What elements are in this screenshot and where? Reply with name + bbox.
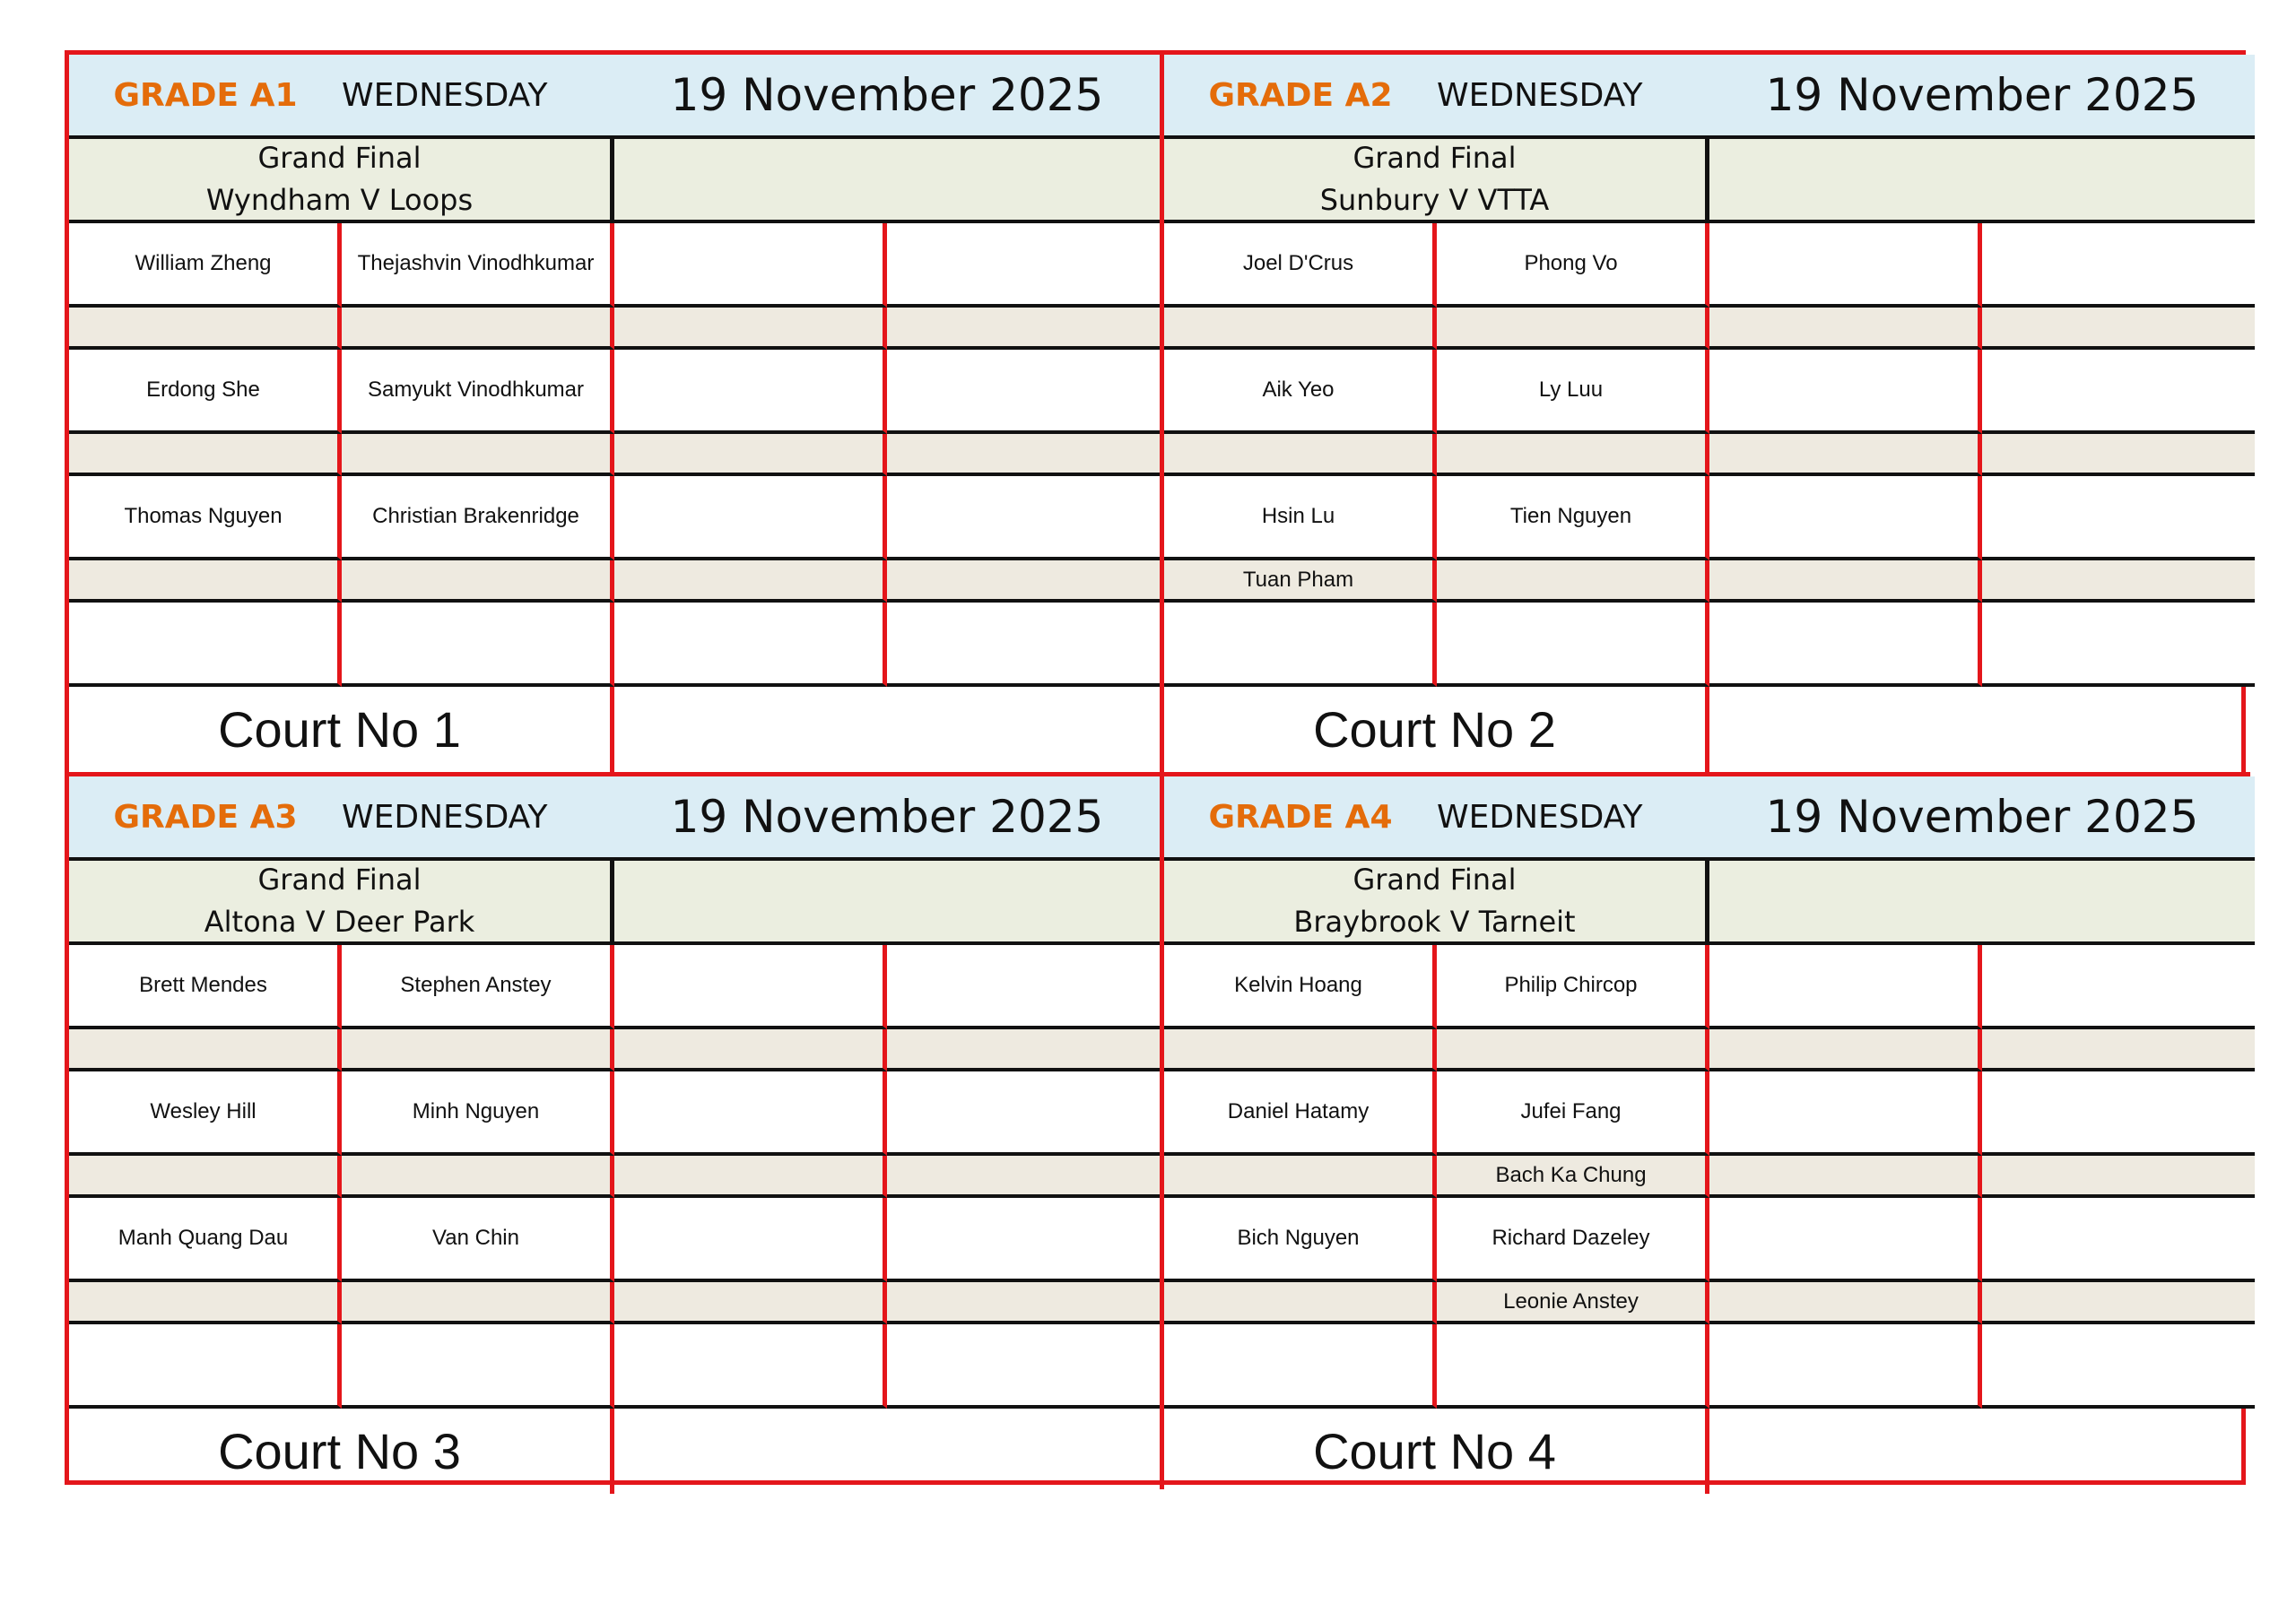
reserve-cell	[1709, 1156, 1982, 1198]
player-cell: Van Chin	[342, 1198, 614, 1282]
reserve-cell	[69, 1282, 342, 1324]
player-cell: Hsin Lu	[1164, 476, 1437, 560]
reserve-cell	[69, 1156, 342, 1198]
day-label: WEDNESDAY	[1437, 798, 1643, 836]
score-cell	[887, 1198, 1160, 1282]
empty-cell	[342, 1324, 614, 1409]
date-label: 19 November 2025	[670, 791, 1104, 843]
player-cell: Phong Vo	[1437, 223, 1709, 308]
date-label: 19 November 2025	[1765, 69, 2199, 121]
empty-cell	[1437, 1324, 1709, 1409]
match-teams: Wyndham V Loops	[205, 183, 474, 217]
score-cell	[887, 945, 1160, 1029]
score-cell	[887, 350, 1160, 434]
reserve-cell: Bach Ka Chung	[1437, 1156, 1709, 1198]
reserve-cell	[887, 434, 1160, 476]
score-cell	[1709, 1198, 1982, 1282]
reserve-cell	[1164, 1156, 1437, 1198]
panel-header	[69, 776, 1160, 861]
final-title: Grand Final	[257, 141, 422, 175]
grade-panel-a4	[1160, 772, 2250, 1489]
blank-cell	[614, 1409, 1160, 1494]
reserve-cell	[614, 308, 887, 350]
score-cell	[614, 945, 887, 1029]
score-cell	[1709, 476, 1982, 560]
match-title-cell	[69, 861, 614, 945]
score-cell	[1982, 945, 2255, 1029]
day-label: WEDNESDAY	[1437, 76, 1643, 114]
player-cell: Tien Nguyen	[1437, 476, 1709, 560]
fixture-sheet	[65, 50, 2246, 1485]
empty-cell	[887, 603, 1160, 687]
player-cell: Erdong She	[69, 350, 342, 434]
empty-cell	[1437, 603, 1709, 687]
reserve-cell	[69, 434, 342, 476]
reserve-cell	[1709, 434, 1982, 476]
score-cell	[1982, 223, 2255, 308]
score-cell	[887, 476, 1160, 560]
court-label: Court No 2	[1164, 687, 1709, 772]
reserve-cell	[614, 560, 887, 603]
reserve-cell	[342, 308, 614, 350]
reserve-cell	[614, 434, 887, 476]
reserve-cell	[69, 308, 342, 350]
reserve-cell	[342, 434, 614, 476]
reserve-cell	[1437, 560, 1709, 603]
reserve-cell	[1437, 1029, 1709, 1071]
reserve-cell	[887, 1282, 1160, 1324]
empty-cell	[1982, 603, 2255, 687]
player-cell: Samyukt Vinodhkumar	[342, 350, 614, 434]
court-label: Court No 3	[69, 1409, 614, 1494]
blank-cell	[1709, 861, 2255, 945]
grade-label: GRADE A4	[1208, 798, 1393, 836]
player-cell: Aik Yeo	[1164, 350, 1437, 434]
panel-header	[69, 55, 1160, 139]
reserve-cell	[1982, 1029, 2255, 1071]
score-cell	[1709, 223, 1982, 308]
empty-cell	[614, 603, 887, 687]
empty-cell	[1709, 1324, 1982, 1409]
score-cell	[614, 1071, 887, 1156]
player-cell: Jufei Fang	[1437, 1071, 1709, 1156]
reserve-cell	[1437, 434, 1709, 476]
grade-panel-a2	[1160, 55, 2250, 772]
reserve-cell	[1164, 1029, 1437, 1071]
reserve-cell	[614, 1156, 887, 1198]
grade-label: GRADE A1	[113, 76, 298, 114]
player-cell: Richard Dazeley	[1437, 1198, 1709, 1282]
player-cell: Thejashvin Vinodhkumar	[342, 223, 614, 308]
reserve-cell	[342, 560, 614, 603]
empty-cell	[1982, 1324, 2255, 1409]
score-cell	[614, 223, 887, 308]
reserve-cell	[1164, 434, 1437, 476]
match-teams: Altona V Deer Park	[204, 905, 475, 939]
blank-cell	[614, 861, 1160, 945]
court-label: Court No 1	[69, 687, 614, 772]
player-cell: Bich Nguyen	[1164, 1198, 1437, 1282]
score-cell	[1982, 1071, 2255, 1156]
empty-cell	[1164, 1324, 1437, 1409]
date-label: 19 November 2025	[670, 69, 1104, 121]
reserve-cell	[1164, 308, 1437, 350]
score-cell	[1982, 350, 2255, 434]
player-cell: Joel D'Crus	[1164, 223, 1437, 308]
score-cell	[887, 1071, 1160, 1156]
player-cell: Minh Nguyen	[342, 1071, 614, 1156]
reserve-cell	[614, 1029, 887, 1071]
empty-cell	[614, 1324, 887, 1409]
panel-header	[1164, 55, 2255, 139]
empty-cell	[1709, 603, 1982, 687]
reserve-cell	[1982, 434, 2255, 476]
day-label: WEDNESDAY	[342, 76, 548, 114]
final-title: Grand Final	[1352, 863, 1517, 897]
final-title: Grand Final	[1352, 141, 1517, 175]
empty-cell	[887, 1324, 1160, 1409]
blank-cell	[1709, 687, 2255, 772]
player-cell: Thomas Nguyen	[69, 476, 342, 560]
grade-label: GRADE A3	[113, 798, 298, 836]
blank-cell	[1709, 139, 2255, 223]
reserve-cell	[69, 560, 342, 603]
player-cell: Philip Chircop	[1437, 945, 1709, 1029]
match-title-cell	[1164, 139, 1709, 223]
player-cell: Brett Mendes	[69, 945, 342, 1029]
empty-cell	[342, 603, 614, 687]
day-label: WEDNESDAY	[342, 798, 548, 836]
empty-cell	[69, 603, 342, 687]
player-cell: Manh Quang Dau	[69, 1198, 342, 1282]
blank-cell	[614, 139, 1160, 223]
player-cell: Kelvin Hoang	[1164, 945, 1437, 1029]
reserve-cell	[1709, 308, 1982, 350]
score-cell	[1982, 1198, 2255, 1282]
reserve-cell	[342, 1282, 614, 1324]
empty-cell	[1164, 603, 1437, 687]
reserve-cell	[1982, 308, 2255, 350]
score-cell	[887, 223, 1160, 308]
match-title-cell	[69, 139, 614, 223]
score-cell	[614, 1198, 887, 1282]
final-title: Grand Final	[257, 863, 422, 897]
score-cell	[1709, 1071, 1982, 1156]
grade-panel-a3	[69, 772, 1160, 1489]
player-cell: Christian Brakenridge	[342, 476, 614, 560]
reserve-cell	[887, 1029, 1160, 1071]
score-cell	[1982, 476, 2255, 560]
player-cell: Ly Luu	[1437, 350, 1709, 434]
player-cell: William Zheng	[69, 223, 342, 308]
reserve-cell	[1437, 308, 1709, 350]
court-label: Court No 4	[1164, 1409, 1709, 1494]
panel-header	[1164, 776, 2255, 861]
reserve-cell	[614, 1282, 887, 1324]
reserve-cell	[1709, 1282, 1982, 1324]
reserve-cell	[887, 1156, 1160, 1198]
reserve-cell	[69, 1029, 342, 1071]
score-cell	[614, 476, 887, 560]
empty-cell	[69, 1324, 342, 1409]
reserve-cell	[1982, 1282, 2255, 1324]
reserve-cell	[1982, 1156, 2255, 1198]
blank-cell	[1709, 1409, 2255, 1494]
blank-cell	[614, 687, 1160, 772]
reserve-cell	[1709, 560, 1982, 603]
grade-panel-a1	[69, 55, 1160, 772]
grade-label: GRADE A2	[1208, 76, 1393, 114]
reserve-cell	[1982, 560, 2255, 603]
player-cell: Stephen Anstey	[342, 945, 614, 1029]
reserve-cell	[887, 560, 1160, 603]
score-cell	[614, 350, 887, 434]
reserve-cell	[1709, 1029, 1982, 1071]
date-label: 19 November 2025	[1765, 791, 2199, 843]
reserve-cell: Tuan Pham	[1164, 560, 1437, 603]
match-teams: Sunbury V VTTA	[1319, 183, 1550, 217]
reserve-cell	[887, 308, 1160, 350]
match-title-cell	[1164, 861, 1709, 945]
player-cell: Wesley Hill	[69, 1071, 342, 1156]
reserve-cell	[1164, 1282, 1437, 1324]
score-cell	[1709, 350, 1982, 434]
match-teams: Braybrook V Tarneit	[1293, 905, 1576, 939]
score-cell	[1709, 945, 1982, 1029]
reserve-cell	[342, 1029, 614, 1071]
player-cell: Daniel Hatamy	[1164, 1071, 1437, 1156]
reserve-cell	[342, 1156, 614, 1198]
reserve-cell: Leonie Anstey	[1437, 1282, 1709, 1324]
